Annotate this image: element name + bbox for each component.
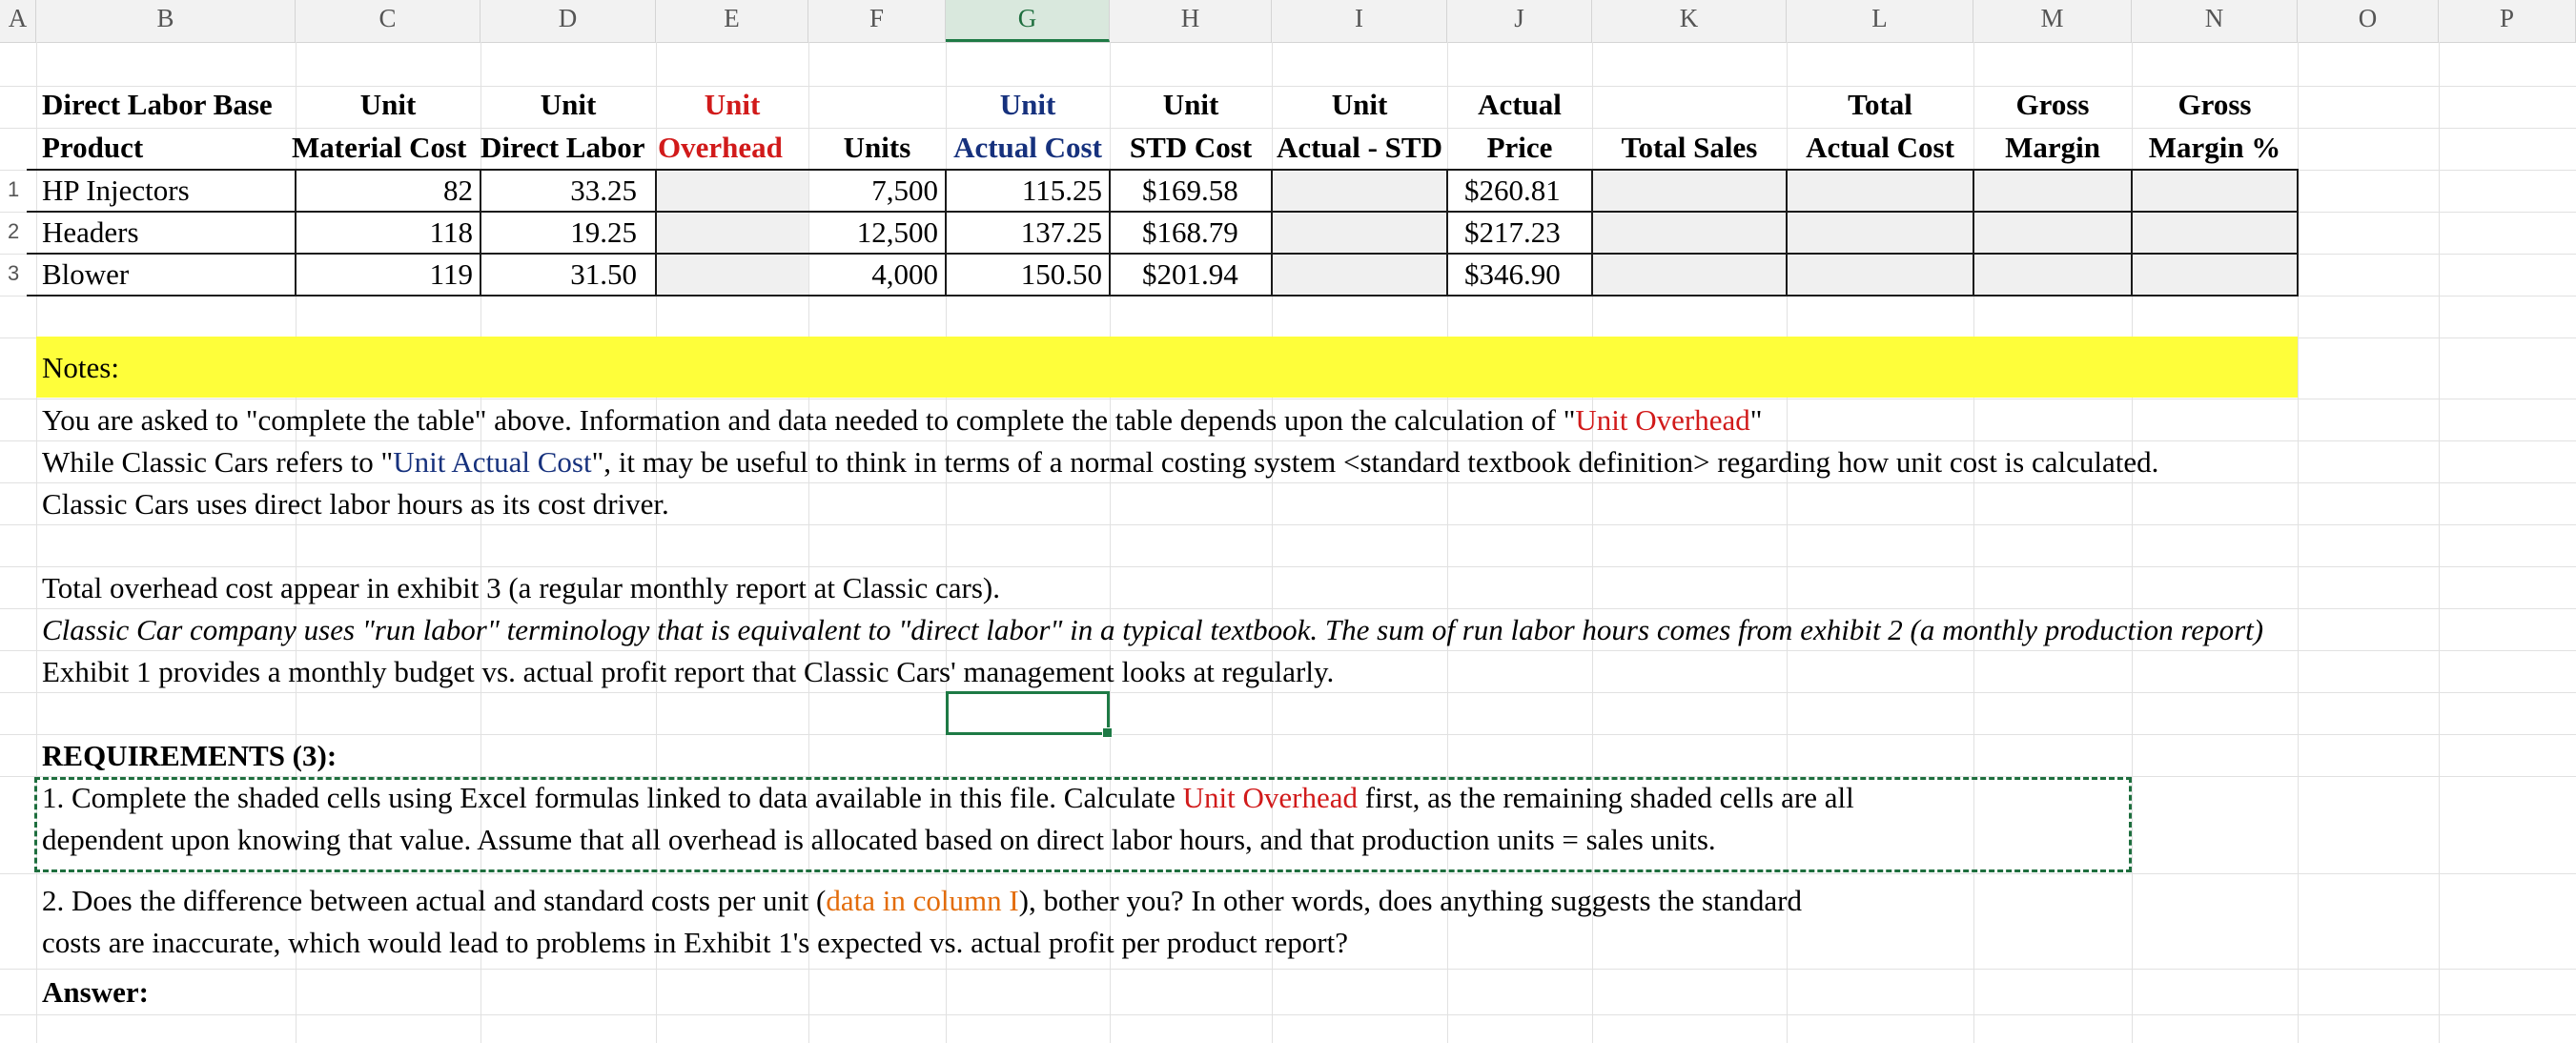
notes-line-1-text: You are asked to "complete the table" above. Information and data needed to complete the table depends upon the calculation of " xyxy=(42,403,1576,437)
header-unit-overhead: Unit xyxy=(704,88,761,121)
notes-line-3: Classic Cars uses direct labor hours as its cost driver. xyxy=(42,487,669,521)
table-border xyxy=(27,169,2299,171)
grid-row-line xyxy=(0,482,2576,483)
cell-labor[interactable]: 31.50 xyxy=(570,257,637,291)
notes-line-2-end: ", it may be useful to think in terms of a normal costing system <standard textbook definition> regarding how unit cost is calculated. xyxy=(591,445,2159,479)
column-header-e[interactable]: E xyxy=(656,0,808,42)
row-number: 3 xyxy=(8,261,20,285)
cell-product[interactable]: HP Injectors xyxy=(42,174,190,207)
header-material-cost: Material Cost xyxy=(292,131,467,164)
header-actual-cost-total: Actual Cost xyxy=(1806,131,1954,164)
header-price: Price xyxy=(1486,131,1553,164)
column-header-f[interactable]: F xyxy=(808,0,946,42)
cell-material[interactable]: 118 xyxy=(429,215,473,249)
grid-col-line xyxy=(2439,42,2440,1043)
header-unit-actual-cost: Unit xyxy=(999,88,1056,121)
cell-product[interactable]: Headers xyxy=(42,215,139,249)
row-number: 2 xyxy=(8,219,20,243)
header-margin: Margin xyxy=(2005,131,2100,164)
column-header-h[interactable]: H xyxy=(1110,0,1272,42)
shaded-unit-overhead[interactable] xyxy=(657,170,808,296)
grid-row-line xyxy=(0,1014,2576,1015)
table-border xyxy=(27,295,2299,297)
cell-units[interactable]: 7,500 xyxy=(871,174,938,207)
column-header-n[interactable]: N xyxy=(2132,0,2298,42)
notes-line-2 xyxy=(42,443,2158,481)
column-header-g[interactable]: G xyxy=(946,0,1110,42)
header-direct-labor-base: Direct Labor Base xyxy=(42,88,273,121)
grid-row-line xyxy=(0,524,2576,525)
column-header-l[interactable]: L xyxy=(1787,0,1973,42)
header-direct-labor: Direct Labor xyxy=(480,131,645,164)
requirement-2-line-1 xyxy=(42,882,1802,920)
header-overhead: Overhead xyxy=(658,131,783,164)
cell-std-cost[interactable]: $169.58 xyxy=(1142,174,1238,207)
notes-line-1 xyxy=(42,401,1762,440)
column-header-o[interactable]: O xyxy=(2298,0,2439,42)
header-std-cost: STD Cost xyxy=(1129,131,1253,164)
notes-line-2-text: While Classic Cars refers to " xyxy=(42,445,394,479)
header-unit-actual-std: Unit xyxy=(1331,88,1388,121)
grid-row-line xyxy=(0,969,2576,970)
notes-title: Notes: xyxy=(42,351,119,384)
requirement-2-text-end: ), bother you? In other words, does anything suggests the standard xyxy=(1018,884,1802,917)
column-header-bar xyxy=(0,0,2576,43)
notes-unit-actual-cost: Unit Actual Cost xyxy=(393,445,592,479)
grid-row-line xyxy=(0,566,2576,567)
cell-units[interactable]: 4,000 xyxy=(871,257,938,291)
grid-row-line xyxy=(0,440,2576,441)
column-header-b[interactable]: B xyxy=(36,0,296,42)
grid-row-line xyxy=(0,692,2576,693)
column-header-j[interactable]: J xyxy=(1447,0,1592,42)
header-total-sales: Total Sales xyxy=(1621,131,1758,164)
answer-label: Answer: xyxy=(42,975,149,1009)
requirement-2-column-ref: data in column I xyxy=(826,884,1019,917)
cell-labor[interactable]: 19.25 xyxy=(570,215,637,249)
requirement-2-text: 2. Does the difference between actual and standard costs per unit ( xyxy=(42,884,827,917)
requirement-1-line-1 xyxy=(42,779,1854,817)
cell-price[interactable]: $260.81 xyxy=(1464,174,1561,207)
cell-actual-cost[interactable]: 137.25 xyxy=(1020,215,1102,249)
table-border xyxy=(1446,169,1448,297)
requirement-1-unit-overhead: Unit Overhead xyxy=(1182,781,1358,814)
header-gross-margin: Gross xyxy=(2015,88,2090,121)
table-border xyxy=(1109,169,1111,297)
grid-row-line xyxy=(0,608,2576,609)
header-product: Product xyxy=(42,131,144,164)
column-header-p[interactable]: P xyxy=(2439,0,2576,42)
table-border xyxy=(1786,169,1788,297)
notes-unit-overhead: Unit Overhead xyxy=(1575,403,1750,437)
selected-cell[interactable] xyxy=(946,691,1110,735)
notes-line-6: Exhibit 1 provides a monthly budget vs. actual profit report that Classic Cars' management looks at regularly. xyxy=(42,655,1335,688)
table-border xyxy=(295,169,296,297)
requirement-1-text-end: first, as the remaining shaded cells are all xyxy=(1357,781,1854,814)
table-border xyxy=(945,169,947,297)
notes-line-4: Total overhead cost appear in exhibit 3 (a regular monthly report at Classic cars). xyxy=(42,571,1000,604)
column-header-m[interactable]: M xyxy=(1973,0,2132,42)
requirement-2-line-2: costs are inaccurate, which would lead to problems in Exhibit 1's expected vs. actual profit per product report? xyxy=(42,926,1348,959)
grid-row-line xyxy=(0,734,2576,735)
column-header-d[interactable]: D xyxy=(480,0,656,42)
cell-std-cost[interactable]: $168.79 xyxy=(1142,215,1238,249)
table-border xyxy=(1591,169,1593,297)
header-total-actual-cost: Total xyxy=(1848,88,1912,121)
row-number: 1 xyxy=(8,177,20,201)
column-header-k[interactable]: K xyxy=(1592,0,1787,42)
table-border xyxy=(1973,169,1974,297)
header-actual-cost: Actual Cost xyxy=(953,131,1102,164)
header-actual-minus-std: Actual - STD xyxy=(1277,131,1442,164)
cell-product[interactable]: Blower xyxy=(42,257,130,291)
grid-row-line xyxy=(0,86,2576,87)
notes-line-5: Classic Car company uses "run labor" terminology that is equivalent to "direct labor" in a typical textbook. The sum of run labor hours comes from exhibit 2 (a monthly production report) xyxy=(42,613,2264,646)
cell-actual-cost[interactable]: 150.50 xyxy=(1020,257,1102,291)
requirements-title: REQUIREMENTS (3): xyxy=(42,739,337,772)
cell-units[interactable]: 12,500 xyxy=(856,215,938,249)
cell-price[interactable]: $217.23 xyxy=(1464,215,1561,249)
shaded-totals[interactable] xyxy=(1593,170,2298,296)
header-unit-std-cost: Unit xyxy=(1162,88,1219,121)
cell-material[interactable]: 82 xyxy=(443,174,473,207)
requirement-1-line-2: dependent upon knowing that value. Assume that all overhead is allocated based on direct labor hours, and that production units = sales units. xyxy=(42,823,1716,856)
cell-actual-cost[interactable]: 115.25 xyxy=(1021,174,1102,207)
shaded-actual-std[interactable] xyxy=(1273,170,1447,296)
cell-price[interactable]: $346.90 xyxy=(1464,257,1561,291)
grid-row-line xyxy=(0,873,2576,874)
grid-col-line xyxy=(36,42,37,1043)
cell-labor[interactable]: 33.25 xyxy=(570,174,637,207)
header-unit-labor: Unit xyxy=(540,88,597,121)
header-gross-margin-pct: Gross xyxy=(2177,88,2252,121)
table-border xyxy=(655,169,657,297)
table-border xyxy=(480,169,481,297)
table-border xyxy=(27,211,2299,213)
table-border xyxy=(2297,169,2299,297)
table-border xyxy=(2131,169,2133,297)
column-header-a[interactable]: A xyxy=(0,0,36,42)
header-units: Units xyxy=(843,131,911,164)
notes-highlight xyxy=(36,337,2298,398)
table-border xyxy=(27,253,2299,255)
fill-handle[interactable] xyxy=(1102,727,1113,738)
requirement-1-text: 1. Complete the shaded cells using Excel formulas linked to data available in this file. Calculate xyxy=(42,781,1183,814)
column-header-i[interactable]: I xyxy=(1272,0,1447,42)
header-margin-pct: Margin % xyxy=(2148,131,2281,164)
cell-material[interactable]: 119 xyxy=(429,257,473,291)
header-unit-material: Unit xyxy=(359,88,417,121)
notes-line-1-end: " xyxy=(1749,403,1763,437)
table-border xyxy=(1271,169,1273,297)
grid-row-line xyxy=(0,128,2576,129)
grid-row-line xyxy=(0,650,2576,651)
column-header-c[interactable]: C xyxy=(296,0,480,42)
cell-std-cost[interactable]: $201.94 xyxy=(1142,257,1238,291)
header-actual-price: Actual xyxy=(1478,88,1562,121)
